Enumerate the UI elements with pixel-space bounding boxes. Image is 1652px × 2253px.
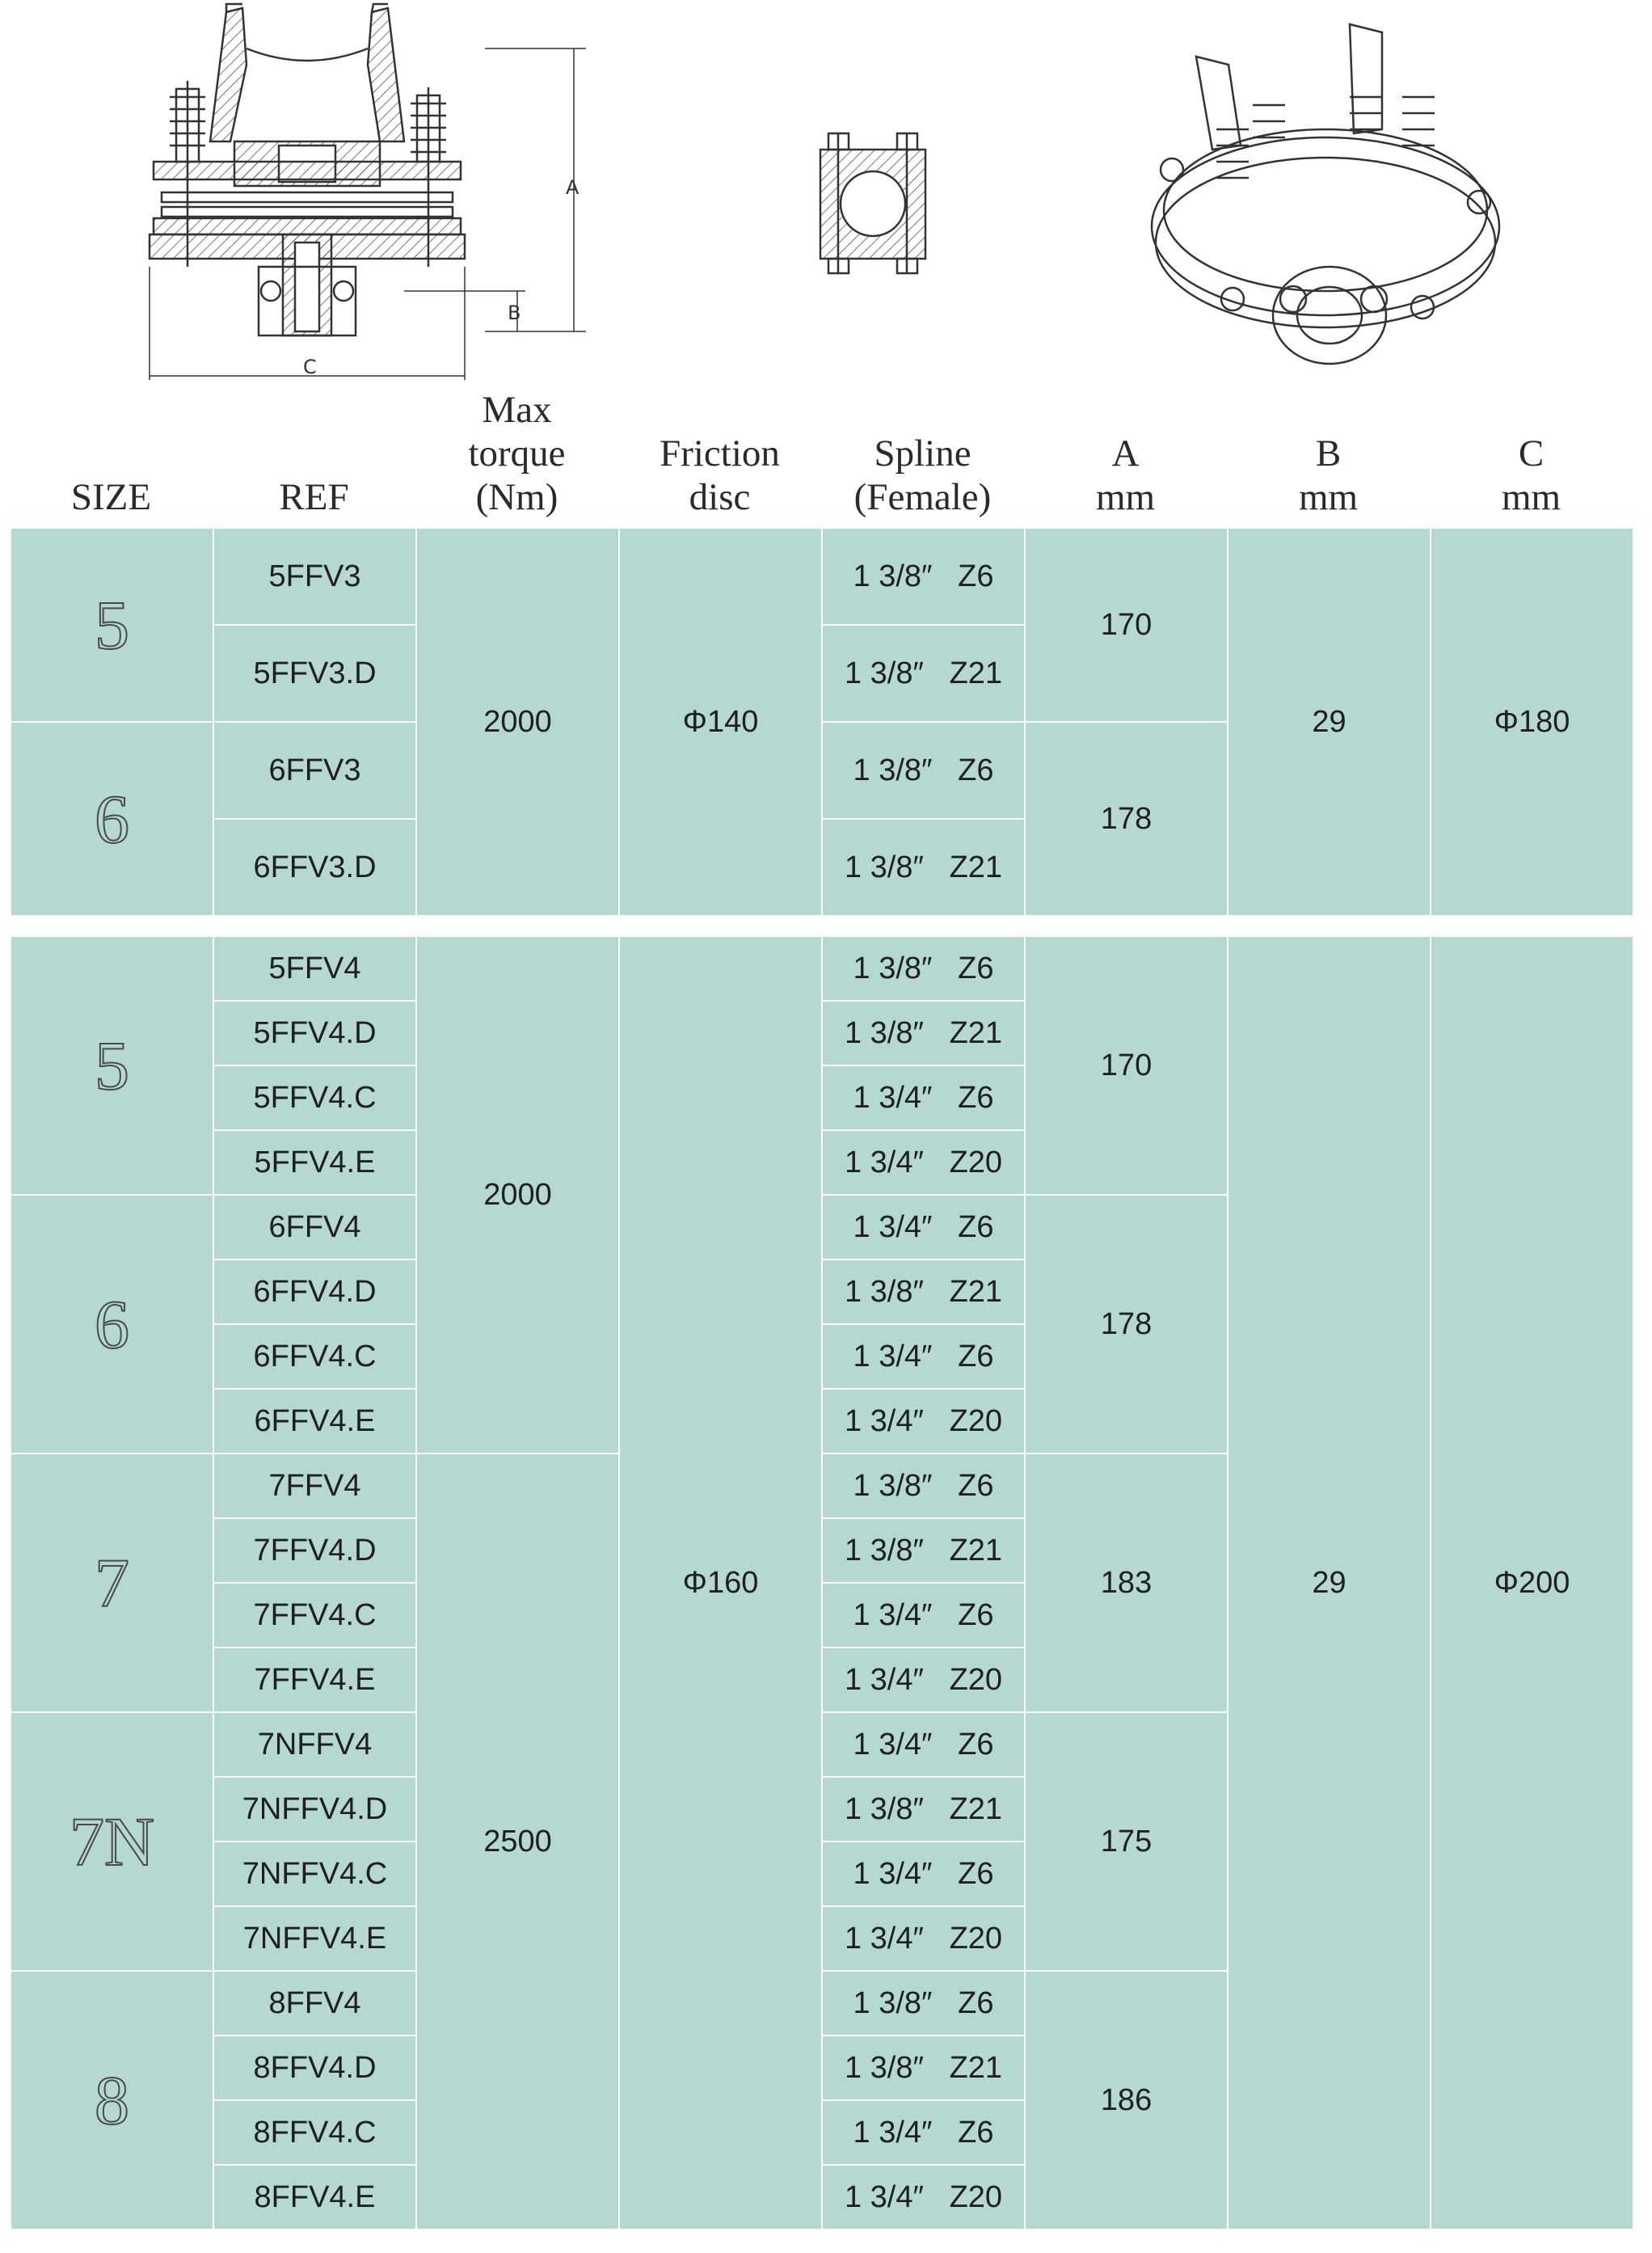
size-cell: 5 [11,528,213,722]
ref-cell: 8FFV4.E [213,2165,416,2230]
spec-table-2 [10,935,1634,2230]
dimension-a-cell: 170 [1025,528,1228,722]
spline-cell: 1 3/8″ Z6 [822,936,1025,1001]
spline-cell: 1 3/4″ Z6 [822,1195,1025,1259]
ref-cell: 7NFFV4.E [213,1906,416,1971]
ref-cell: 6FFV4.C [213,1324,416,1389]
spline-cell: 1 3/8″ Z21 [822,819,1025,916]
dimension-b-cell: 29 [1228,528,1431,916]
spline-cell: 1 3/8″ Z21 [822,625,1025,722]
torque-cell: 2000 [416,936,619,1453]
spline-cell: 1 3/4″ Z6 [822,1583,1025,1648]
header-torque-line3: (Nm) [475,476,558,518]
spline-cell: 1 3/4″ Z6 [822,1065,1025,1130]
dimension-c-label: C [303,356,317,378]
torque-cell: 2500 [416,1453,619,2230]
clutch-section-drawing [145,0,598,380]
header-a [1024,380,1227,525]
dimension-c-cell: Φ180 [1431,528,1633,916]
spline-cell: 1 3/8″ Z6 [822,1453,1025,1518]
header-c [1430,380,1633,525]
spline-cell: 1 3/4″ Z6 [822,1712,1025,1777]
ref-cell: 5FFV4 [213,936,416,1001]
header-b [1227,380,1430,525]
spline-cell: 1 3/8″ Z21 [822,1259,1025,1324]
dimension-c-cell: Φ200 [1431,936,1633,2230]
spline-cell: 1 3/8″ Z21 [822,1001,1025,1065]
header-torque-line1: Max [482,389,552,431]
size-cell: 6 [11,1195,213,1453]
header-spline-line1: Spline [874,432,971,475]
ref-cell: 6FFV3.D [213,819,416,916]
header-friction [618,380,821,525]
spline-cell: 1 3/8″ Z6 [822,528,1025,625]
header-b-letter: B [1315,432,1342,475]
size-cell: 6 [11,722,213,916]
ref-cell: 7FFV4.E [213,1648,416,1712]
dimension-b-cell: 29 [1228,936,1431,2230]
header-torque [415,380,618,525]
ref-cell: 7FFV4.D [213,1518,416,1583]
spline-cell: 1 3/4″ Z20 [822,1389,1025,1453]
spline-cell: 1 3/8″ Z21 [822,1777,1025,1842]
dimension-a-cell: 170 [1025,936,1228,1195]
spline-cell: 1 3/4″ Z6 [822,1842,1025,1906]
spline-cell: 1 3/4″ Z20 [822,2165,1025,2230]
header-c-letter: C [1518,432,1545,475]
ref-cell: 6FFV4 [213,1195,416,1259]
clamp-block-drawing [800,121,946,279]
ref-cell: 5FFV3.D [213,625,416,722]
ref-cell: 7NFFV4 [213,1712,416,1777]
header-a-unit: mm [1095,476,1156,518]
spec-table-1 [10,527,1634,917]
spline-cell: 1 3/4″ Z20 [822,1906,1025,1971]
dimension-a-label: A [566,176,579,199]
dimension-b-label: B [508,302,521,324]
ref-cell: 6FFV4.D [213,1259,416,1324]
ref-cell: 5FFV3 [213,528,416,625]
ref-cell: 8FFV4.C [213,2100,416,2165]
size-cell: 7 [11,1453,213,1712]
header-c-unit: mm [1501,476,1561,518]
header-friction-line2: disc [689,476,751,518]
friction-disc-cell: Φ160 [619,936,822,2230]
spline-cell: 1 3/8″ Z6 [822,1971,1025,2036]
header-a-letter: A [1111,432,1140,475]
dimension-a-cell: 178 [1025,1195,1228,1453]
torque-cell: 2000 [416,528,619,916]
dimension-a-cell: 183 [1025,1453,1228,1712]
spline-cell: 1 3/4″ Z20 [822,1648,1025,1712]
ref-cell: 5FFV4.D [213,1001,416,1065]
ref-cell: 6FFV3 [213,722,416,819]
spline-cell: 1 3/4″ Z20 [822,1130,1025,1195]
spline-cell: 1 3/4″ Z6 [822,1324,1025,1389]
clutch-isometric-drawing [1140,8,1511,388]
ref-cell: 7FFV4.C [213,1583,416,1648]
header-ref-text: REF [279,476,349,518]
ref-cell: 7NFFV4.D [213,1777,416,1842]
header-size [10,380,213,525]
header-ref [213,380,415,525]
ref-cell: 7NFFV4.C [213,1842,416,1906]
ref-cell: 8FFV4 [213,1971,416,2036]
header-friction-line1: Friction [660,432,780,475]
ref-cell: 5FFV4.E [213,1130,416,1195]
spline-cell: 1 3/8″ Z6 [822,722,1025,819]
header-size-text: SIZE [70,476,152,518]
header-spline [821,380,1024,525]
spline-cell: 1 3/4″ Z6 [822,2100,1025,2165]
ref-cell: 8FFV4.D [213,2036,416,2100]
header-torque-line2: torque [468,432,566,475]
spline-cell: 1 3/8″ Z21 [822,2036,1025,2100]
header-spline-line2: (Female) [853,476,992,518]
dimension-a-cell: 186 [1025,1971,1228,2230]
ref-cell: 6FFV4.E [213,1389,416,1453]
ref-cell: 7FFV4 [213,1453,416,1518]
header-b-unit: mm [1298,476,1359,518]
dimension-a-cell: 178 [1025,722,1228,916]
spline-cell: 1 3/8″ Z21 [822,1518,1025,1583]
ref-cell: 5FFV4.C [213,1065,416,1130]
friction-disc-cell: Φ140 [619,528,822,916]
size-cell: 7N [11,1712,213,1971]
size-cell: 5 [11,936,213,1195]
dimension-a-cell: 175 [1025,1712,1228,1971]
size-cell: 8 [11,1971,213,2230]
